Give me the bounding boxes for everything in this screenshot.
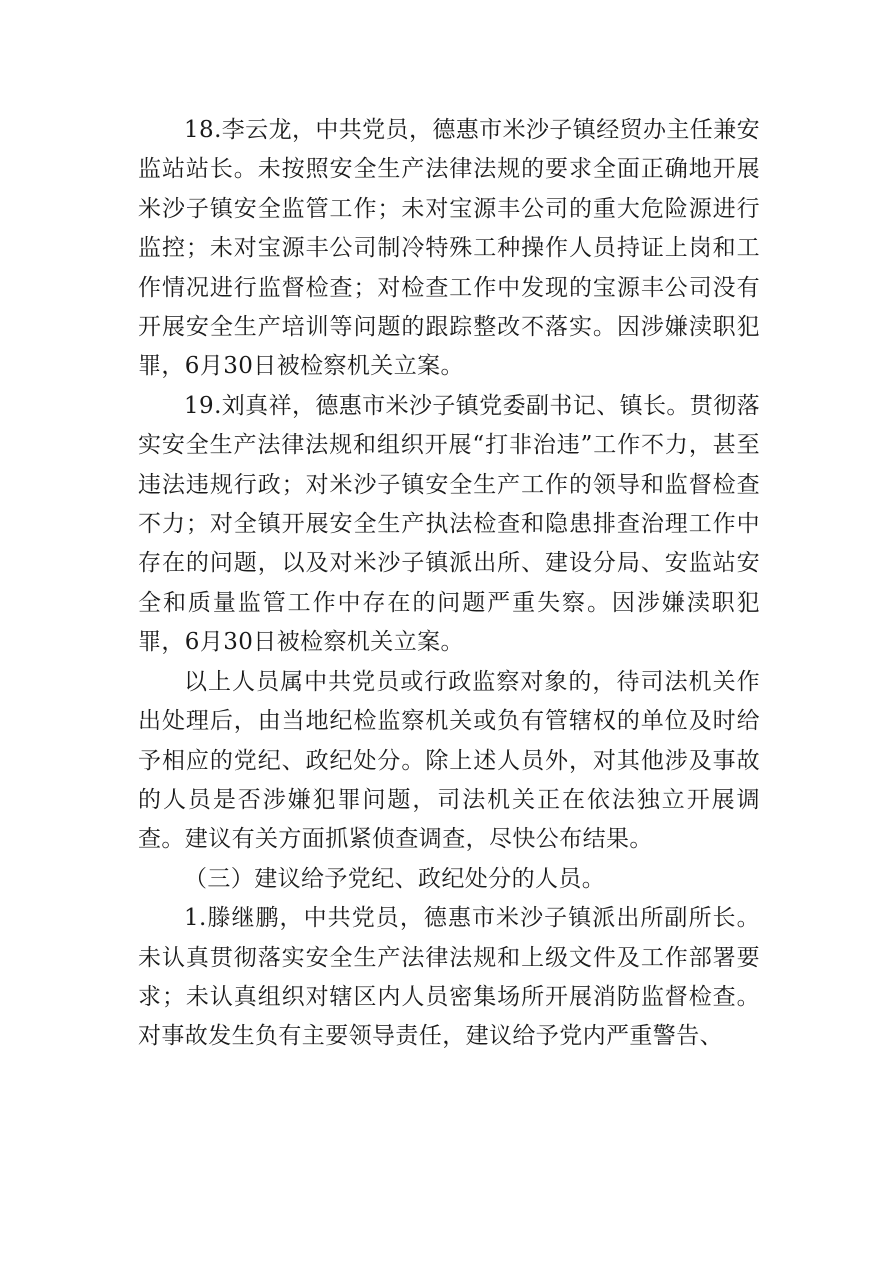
document-body xyxy=(138,111,760,1057)
paragraph-item-18: 18.李云龙，中共党员，德惠市米沙子镇经贸办主任兼安监站站长。未按照安全生产法律法规的要求全面正确地开展米沙子镇安全监管工作；未对宝源丰公司的重大危险源进行监控；未对宝源丰公司制冷特殊工种操作人员持证上岗和工作情况进行监督检查；对检查工作中发现的宝源丰公司没有开展安全生产培训等问题的跟踪整改不落实。因涉嫌渎职犯罪，6月30日被检察机关立案。 xyxy=(138,117,760,380)
paragraph-item-1: 1.滕继鹏，中共党员，德惠市米沙子镇派出所副所长。未认真贯彻落实安全生产法律法规和上级文件及工作部署要求；未认真组织对辖区内人员密集场所开展消防监督检查。对事故发生负有主要领导责任，建议给予党内严重警告、 xyxy=(138,905,760,1050)
paragraph-summary: 以上人员属中共党员或行政监察对象的，待司法机关作出处理后，由当地纪检监察机关或负有管辖权的单位及时给予相应的党纪、政纪处分。除上述人员外，对其他涉及事故的人员是否涉嫌犯罪问题，司法机关正在依法独立开展调查。建议有关方面抓紧侦查调查，尽快公布结果。 xyxy=(138,668,760,853)
section-heading: （三）建议给予党纪、政纪处分的人员。 xyxy=(184,865,606,892)
paragraph-item-19: 19.刘真祥，德惠市米沙子镇党委副书记、镇长。贯彻落实安全生产法律法规和组织开展“打非治违”工作不力，甚至违法违规行政；对米沙子镇安全生产工作的领导和监督检查不力；对全镇开展安全生产执法检查和隐患排查治理工作中存在的问题，以及对米沙子镇派出所、建设分局、安监站安全和质量监管工作中存在的问题严重失察。因涉嫌渎职犯罪，6月30日被检察机关立案。 xyxy=(138,392,760,656)
